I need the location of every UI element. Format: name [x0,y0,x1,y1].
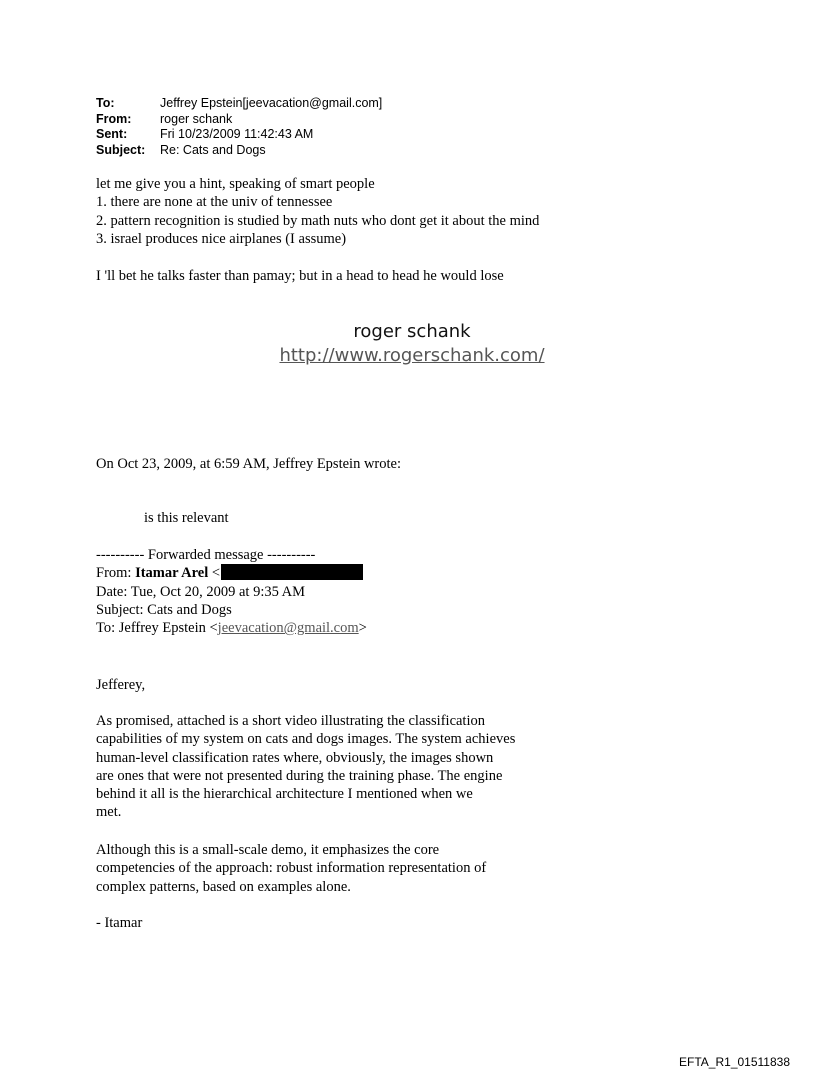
body-paragraph-2 [96,841,486,896]
body-paragraph-1 [96,712,515,822]
subject-label: Subject: [96,142,146,157]
body-closing: - Itamar [96,915,143,931]
sent-label: Sent: [96,127,128,141]
body-line: Although this is a small-scale demo, it emphasizes the core [96,842,440,858]
signature-name: roger schank [353,321,471,342]
forwarded-header [96,546,367,637]
body-line: As promised, attached is a short video illustrating the classification [96,713,485,729]
body-line: met. [96,804,122,821]
reply-line: let me give you a hint, speaking of smart people [96,176,375,192]
header-sent-row [96,127,382,143]
from-label: From: [96,111,132,126]
redaction-bar [221,564,363,580]
subject-value: Re: Cats and Dogs [160,142,266,157]
reply-line: I 'll bet he talks faster than pamay; but in a head to head he would lose [96,268,504,284]
sent-value: Fri 10/23/2009 11:42:43 AM [160,127,314,141]
to-label: To: [96,96,115,110]
reply-line: 2. pattern recognition is studied by math nuts who dont get it about the mind [96,212,540,229]
body-line: capabilities of my system on cats and dogs images. The system achieves [96,731,516,748]
reply-body [96,175,539,248]
from-value: roger schank [160,111,233,126]
body-greeting: Jefferey, [96,677,146,693]
forwarded-from-name: Itamar Arel [135,565,209,582]
quote-intro: On Oct 23, 2009, at 6:59 AM, Jeffrey Epstein wrote: [96,456,401,472]
forwarded-to [96,619,367,637]
body-line: human-level classification rates where, obviously, the images shown [96,749,494,766]
to-value: Jeffrey Epstein[jeevacation@gmail.com] [160,96,383,110]
reply-line: 3. israel produces nice airplanes (I assume) [96,230,347,247]
forwarded-to-email-link[interactable]: jeevacation@gmail.com [217,620,359,637]
reply-line: 1. there are none at the univ of tennessee [96,194,333,211]
header-from-row [96,112,382,128]
header-subject-row [96,143,382,159]
forwarded-subject: Subject: Cats and Dogs [96,601,232,618]
quote-note: is this relevant [144,510,229,526]
document-id: EFTA_R1_01511838 [679,1055,790,1069]
forwarded-to-label: To: Jeffrey Epstein < [96,620,218,637]
forwarded-divider: ---------- Forwarded message ---------- [96,547,316,563]
body-line: competencies of the approach: robust information representation of [96,860,487,877]
body-line: behind it all is the hierarchical architecture I mentioned when we [96,786,473,803]
forwarded-from [96,564,367,582]
forwarded-to-close: > [358,620,367,637]
forwarded-from-label: From: [96,565,136,582]
email-header [96,96,382,158]
body-line: complex patterns, based on examples alone. [96,878,351,895]
header-to-row [96,96,382,112]
forwarded-date: Date: Tue, Oct 20, 2009 at 9:35 AM [96,583,306,600]
signature-url-link[interactable]: http://www.rogerschank.com/ [279,345,545,366]
body-line: are ones that were not presented during the training phase. The engine [96,767,503,784]
forwarded-from-open: < [211,565,221,582]
